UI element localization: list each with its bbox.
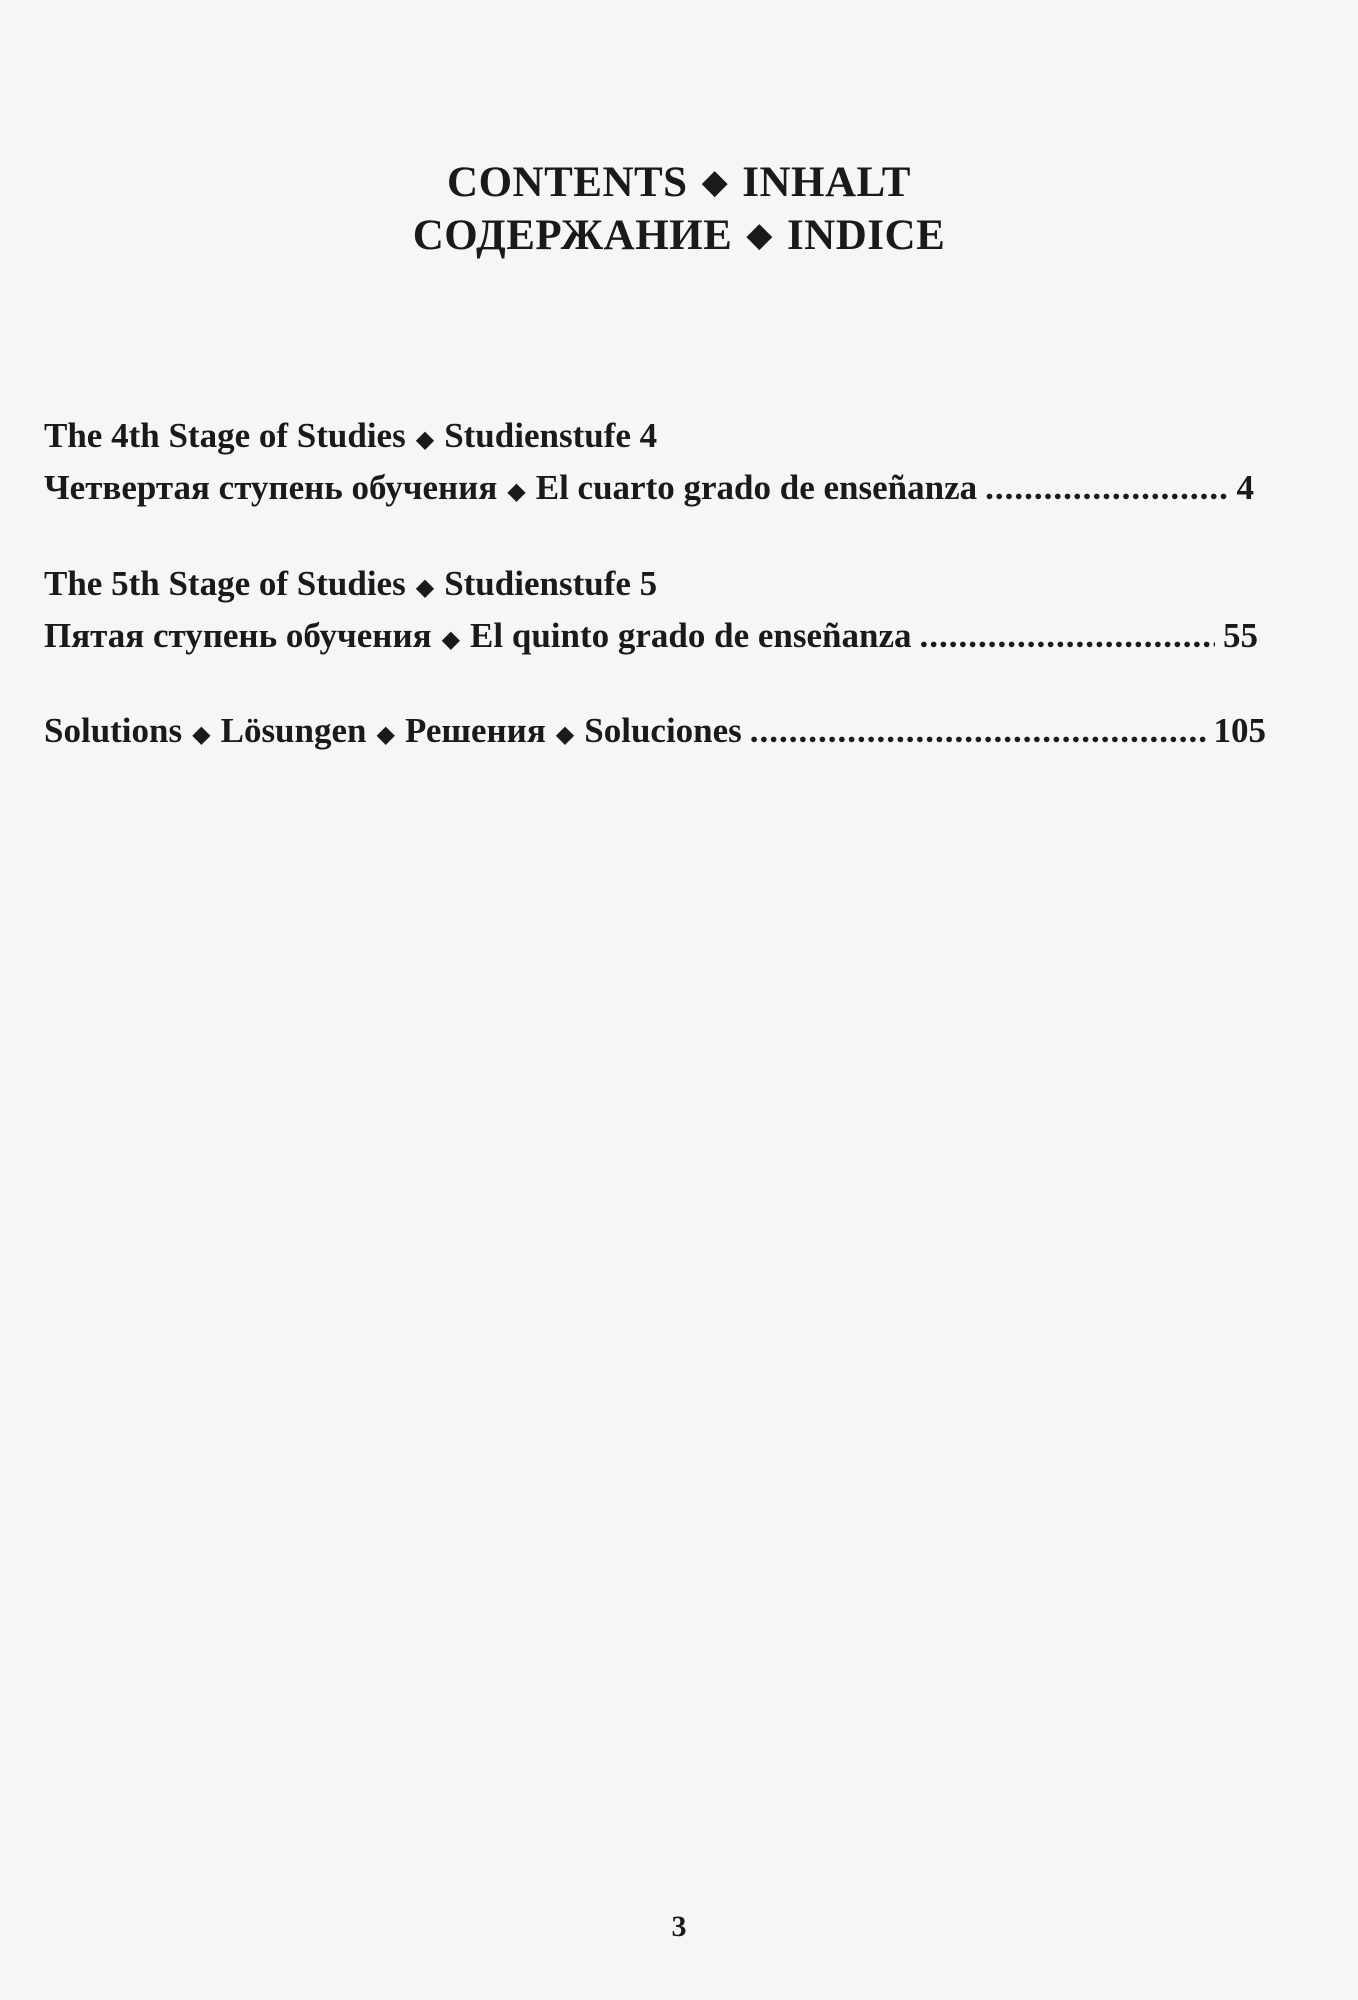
toc-entry-solutions[interactable] [44,707,1266,759]
diamond-icon: ◆ [701,164,729,201]
heading-contents: CONTENTS [447,159,688,206]
diamond-icon: ◆ [415,575,435,601]
diamond-icon: ◆ [192,722,211,748]
entry-title-es: Soluciones [584,711,742,750]
entry-title-de: Studienstufe 4 [444,416,658,455]
toc-entry-4th-stage[interactable] [44,412,1266,516]
entry-title-ru: Пятая ступень обучения [44,616,432,655]
entry-title-en: Solutions [44,711,183,750]
entry-title-de: Studienstufe 5 [444,564,658,603]
entry-title-en: The 5th Stage of Studies [44,564,406,603]
entry-title-ru: Решения [404,711,546,750]
toc-entry-line [44,707,1266,759]
entry-page-number: 55 [1223,616,1258,655]
dot-leader [920,612,1215,660]
heading-line-2 [0,209,1358,262]
diamond-icon: ◆ [415,427,435,453]
diamond-icon: ◆ [555,722,575,748]
toc-entry-line [44,560,1266,612]
toc-entry-line [44,412,1266,464]
entry-title-es: El cuarto grado de enseñanza [535,468,978,507]
heading-soderzhanie: СОДЕРЖАНИЕ [412,212,733,259]
toc-entry-5th-stage[interactable] [44,560,1266,664]
contents-heading [0,156,1358,262]
entry-title-ru: Четвертая ступень обучения [44,468,498,507]
diamond-icon: ◆ [441,627,461,653]
heading-line-1 [0,156,1358,209]
entry-page-number: 4 [1236,468,1254,507]
toc-entry-line [44,612,1266,664]
entry-title-en: The 4th Stage of Studies [44,416,406,455]
toc-entry-line [44,464,1266,516]
diamond-icon: ◆ [746,217,773,254]
dot-leader [985,464,1228,512]
dot-leader [750,707,1206,755]
entry-page-number: 105 [1213,711,1266,750]
heading-inhalt: INHALT [742,159,911,206]
diamond-icon: ◆ [507,479,526,505]
entry-title-es: El quinto grado de enseñanza [470,616,912,655]
heading-indice: INDICE [786,212,946,259]
page-number: 3 [671,1910,687,1943]
entry-title-de: Lösungen [220,711,367,750]
diamond-icon: ◆ [376,722,395,748]
